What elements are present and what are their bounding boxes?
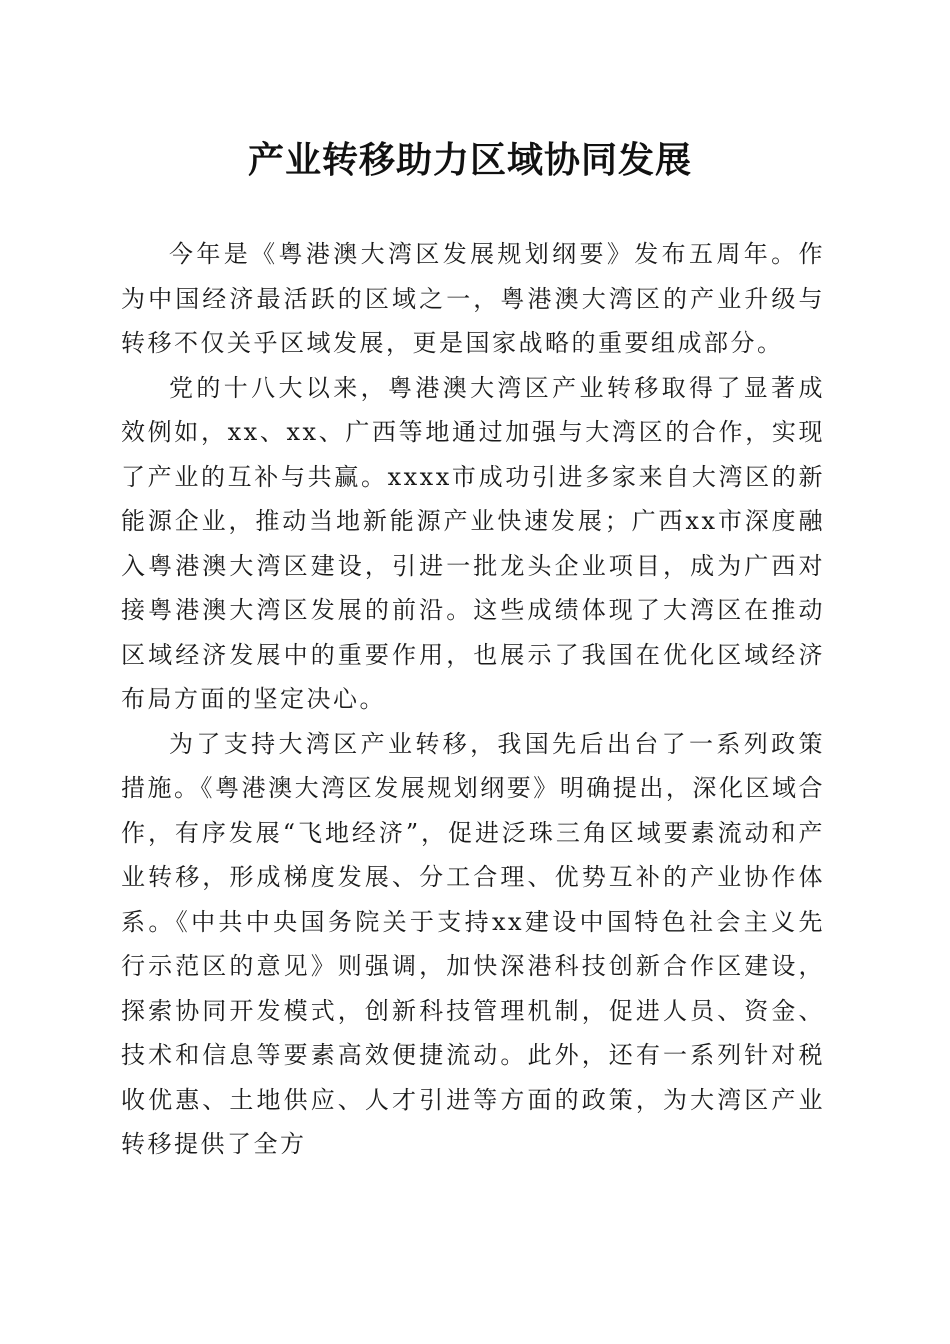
article-body — [121, 232, 825, 1167]
paragraph-2: 党的十八大以来，粤港澳大湾区产业转移取得了显著成效例如，xx、xx、广西等地通过加强与大湾区的合作，实现了产业的互补与共赢。xxxx市成功引进多家来自大湾区的新能源企业，推动当地新能源产业快速发展；广西xx市深度融入粤港澳大湾区建设，引进一批龙头企业项目，成为广西对接粤港澳大湾区发展的前沿。这些成绩体现了大湾区在推动区域经济发展中的重要作用，也展示了我国在优化区域经济布局方面的坚定决心。 — [121, 373, 825, 713]
paragraph-3: 为了支持大湾区产业转移，我国先后出台了一系列政策措施。《粤港澳大湾区发展规划纲要》明确提出，深化区域合作，有序发展“飞地经济”，促进泛珠三角区域要素流动和产业转移，形成梯度发展、分工合理、优势互补的产业协作体系。《中共中央国务院关于支持xx建设中国特色社会主义先行示范区的意见》则强调，加快深港科技创新合作区建设，探索协同开发模式，创新科技管理机制，促进人员、资金、技术和信息等要素高效便捷流动。此外，还有一系列针对税收优惠、土地供应、人才引进等方面的政策，为大湾区产业转移提供了全方 — [121, 729, 825, 1158]
page-title: 产业转移助力区域协同发展 — [247, 139, 692, 181]
paragraph-1: 今年是《粤港澳大湾区发展规划纲要》发布五周年。作为中国经济最活跃的区域之一，粤港澳大湾区的产业升级与转移不仅关乎区域发展，更是国家战略的重要组成部分。 — [121, 240, 825, 357]
